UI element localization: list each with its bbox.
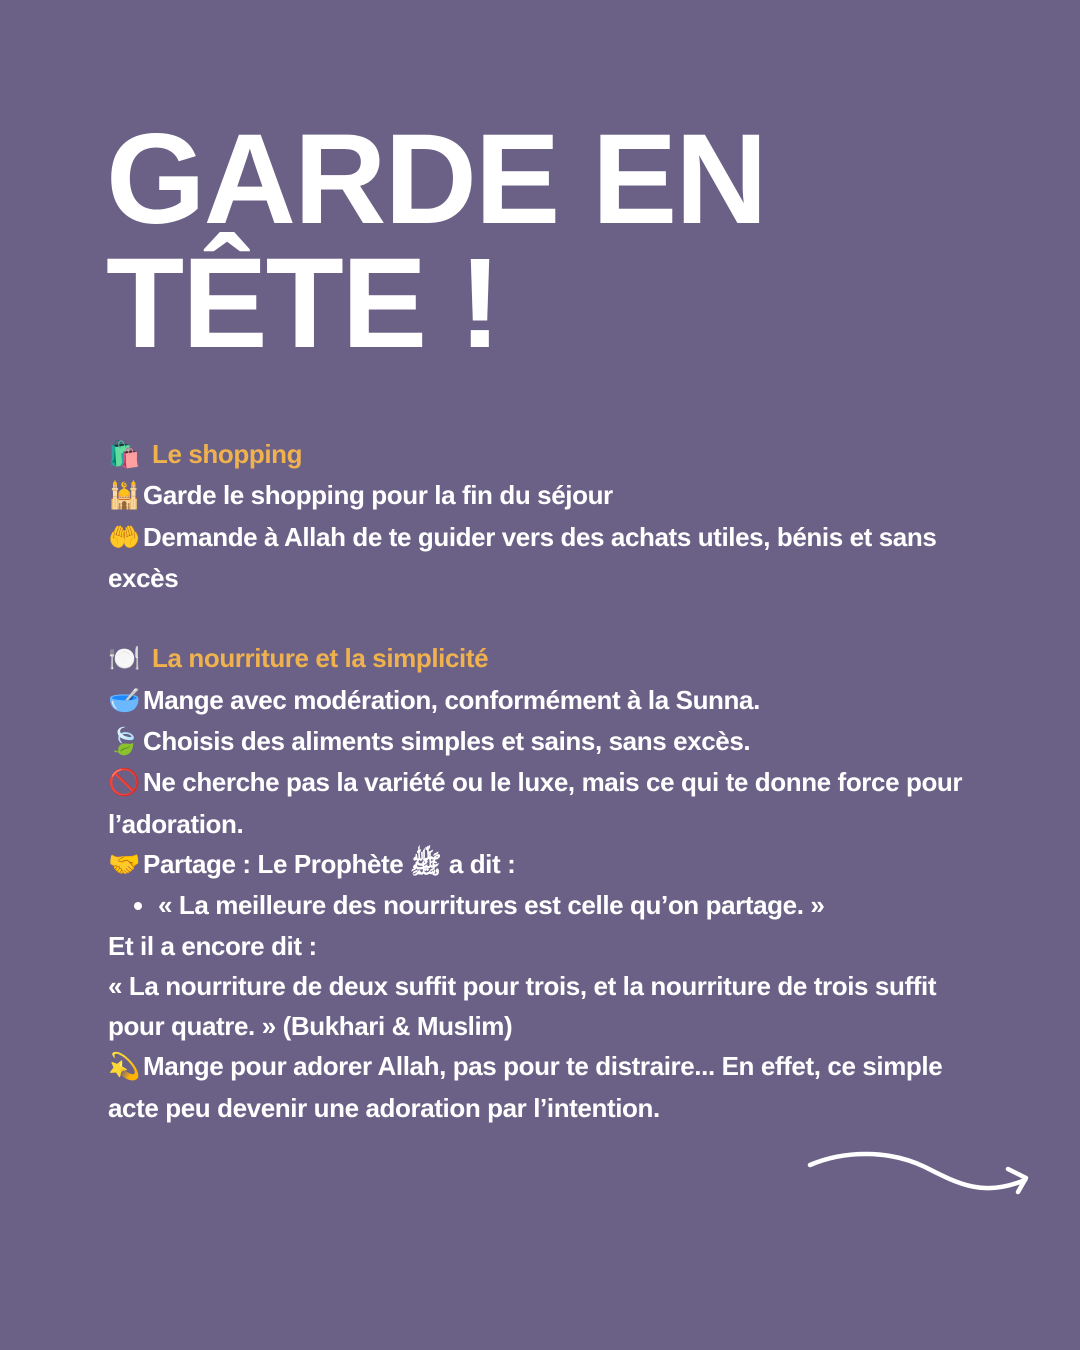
shopping-item-text: Demande à Allah de te guider vers des achats utiles, bénis et sans excès: [108, 521, 937, 593]
shopping-heading-text: Le shopping: [152, 439, 303, 469]
food-section: [108, 638, 988, 1128]
closing-text-body: Mange pour adorer Allah, pas pour te distraire... En effet, ce simple acte peu devenir une adoration par l’intention.: [108, 1051, 943, 1123]
title-line-1: GARDE EN: [106, 108, 766, 251]
food-heading: [108, 638, 988, 679]
food-item: [108, 680, 988, 721]
mosque-icon: 🕌: [108, 481, 140, 512]
prohibited-icon: 🚫: [108, 768, 140, 799]
food-item-text: Ne cherche pas la variété ou le luxe, mais ce qui te donne force pour l’adoration.: [108, 767, 963, 839]
food-item: [108, 844, 988, 885]
shopping-bags-icon: 🛍️: [108, 440, 140, 470]
quote-bullet: « La meilleure des nourritures est celle qu’on partage. »: [158, 885, 988, 925]
shopping-heading: [108, 434, 988, 475]
continuation-text: Et il a encore dit :: [108, 930, 317, 961]
quote-list: [108, 885, 988, 925]
food-item-text: Mange avec modération, conformément à la Sunna.: [143, 684, 760, 715]
leaf-icon: 🍃: [108, 727, 140, 758]
page-title: [106, 108, 766, 375]
section-spacer: [108, 598, 988, 638]
curved-arrow-right-icon[interactable]: [805, 1145, 1035, 1205]
shopping-section: [108, 434, 988, 598]
title-line-2: TÊTE !: [106, 232, 500, 375]
shopping-item: [108, 475, 988, 516]
bowl-icon: 🥣: [108, 685, 140, 716]
content-body: [108, 434, 988, 1128]
shopping-item-text: Garde le shopping pour la fin du séjour: [143, 480, 613, 511]
food-item-text: Choisis des aliments simples et sains, sans excès.: [143, 726, 751, 757]
hadith-quote: « La nourriture de deux suffit pour trois, et la nourriture de trois suffit pour quatre. » (Bukhari & Muslim): [108, 970, 937, 1042]
food-item: [108, 721, 988, 762]
plate-icon: 🍽️: [108, 644, 140, 675]
food-item-text: Partage : Le Prophète ﷺ a dit :: [143, 848, 516, 879]
closing-text: [108, 1046, 988, 1128]
food-item: [108, 762, 988, 844]
food-heading-text: La nourriture et la simplicité: [152, 643, 489, 674]
dizzy-star-icon: 💫: [108, 1052, 140, 1083]
raised-hands-icon: 🤲: [108, 522, 140, 553]
shopping-item: [108, 517, 988, 599]
handshake-icon: 🤝: [108, 849, 140, 880]
